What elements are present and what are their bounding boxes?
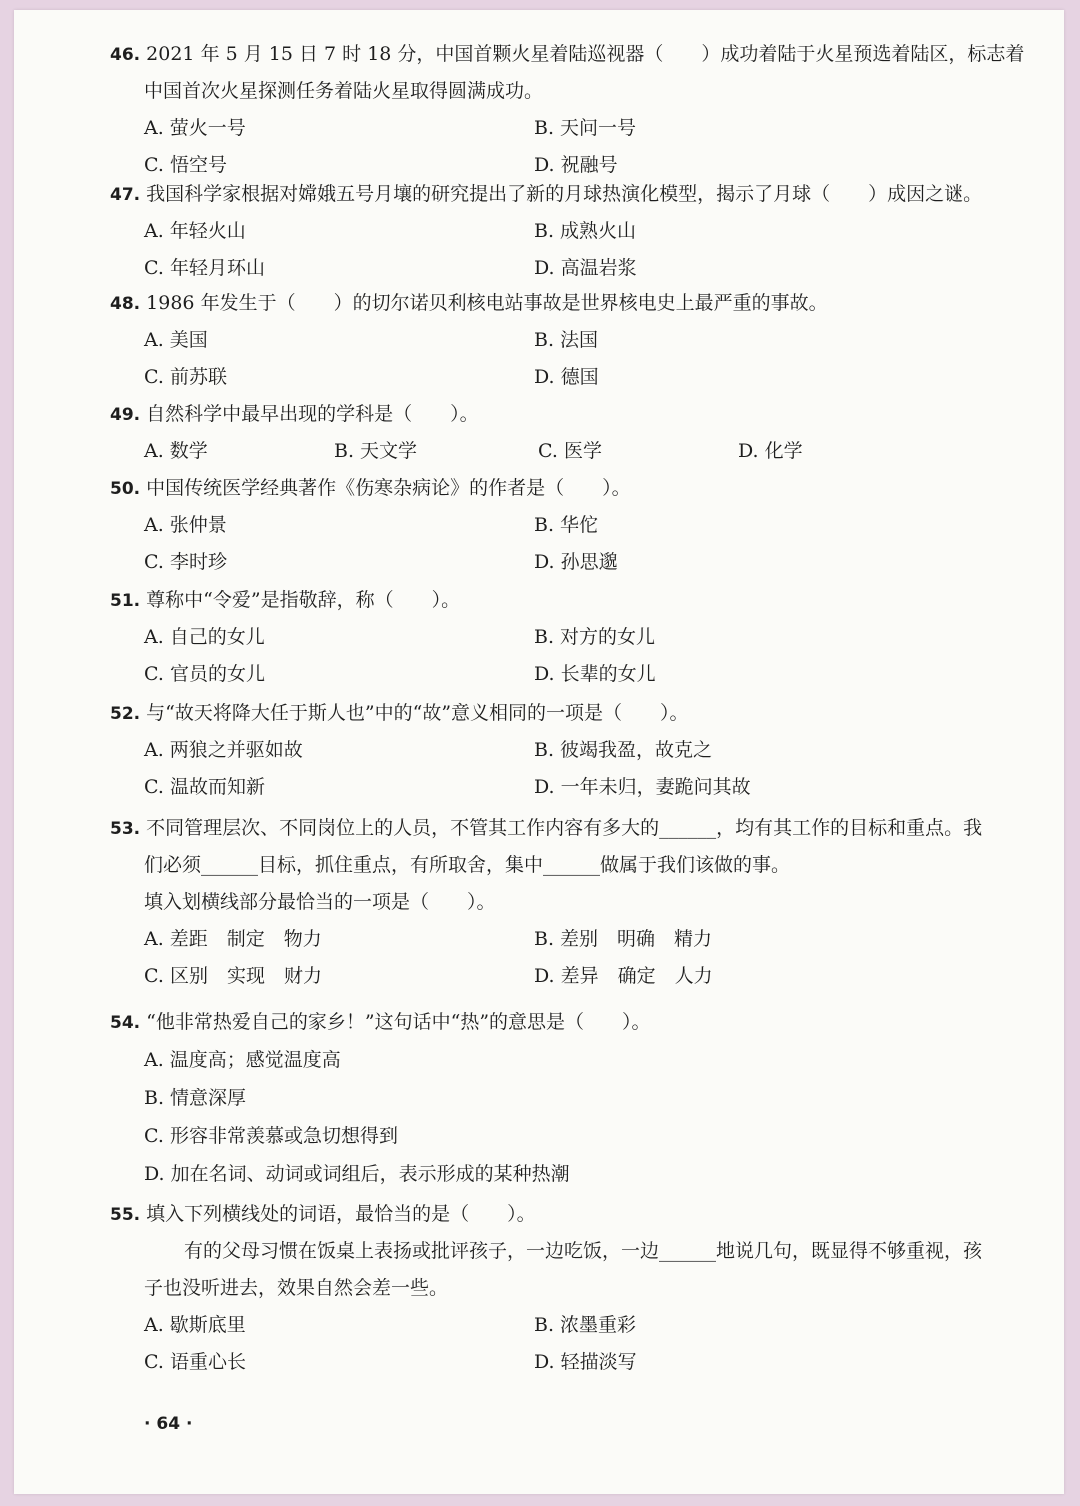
question-number: 50. bbox=[110, 479, 141, 499]
option-a: A. 差距 制定 物力 bbox=[144, 928, 322, 950]
option-c: C. 温故而知新 bbox=[144, 776, 265, 798]
option-d: D. 化学 bbox=[738, 440, 803, 462]
option-b: B. 华佗 bbox=[534, 514, 599, 536]
option-row bbox=[110, 359, 1030, 396]
option-d: D. 高温岩浆 bbox=[534, 257, 637, 279]
question-52 bbox=[110, 695, 1030, 806]
option-c: C. 年轻月环山 bbox=[144, 257, 265, 279]
passage-line-continued: 子也没听进去，效果自然会差一些。 bbox=[144, 1277, 449, 1299]
option-a: A. 美国 bbox=[144, 329, 208, 351]
option-row bbox=[110, 322, 1030, 359]
question-prompt: 填入划横线部分最恰当的一项是（ ）。 bbox=[144, 891, 496, 913]
option-row bbox=[110, 732, 1030, 769]
option-c: C. 区别 实现 财力 bbox=[144, 965, 322, 987]
option-row bbox=[110, 507, 1030, 544]
option-d: D. 德国 bbox=[534, 366, 599, 388]
option-row bbox=[110, 213, 1030, 250]
option-c: C. 语重心长 bbox=[144, 1351, 246, 1373]
question-number: 47. bbox=[110, 185, 141, 205]
question-stem: 54. “他非常热爱自己的家乡！”这句话中“热”的意思是（ ）。 bbox=[110, 1011, 651, 1033]
option-b: B. 差别 明确 精力 bbox=[534, 928, 713, 950]
option-c: C. 医学 bbox=[538, 440, 602, 462]
option-d: D. 差异 确定 人力 bbox=[534, 965, 713, 987]
question-55 bbox=[110, 1196, 1030, 1381]
option-row bbox=[110, 921, 1030, 958]
passage-line: 有的父母习惯在饭桌上表扬或批评孩子，一边吃饭，一边______地说几句，既显得不够重视，孩 bbox=[184, 1240, 983, 1262]
option-row bbox=[110, 619, 1030, 656]
question-number: 46. bbox=[110, 45, 141, 65]
option-row bbox=[110, 433, 1030, 470]
option-a: A. 自己的女儿 bbox=[144, 626, 265, 648]
question-number: 52. bbox=[110, 704, 141, 724]
exam-page bbox=[14, 10, 1064, 1494]
question-number: 49. bbox=[110, 405, 141, 425]
question-53 bbox=[110, 810, 1030, 995]
question-number: 55. bbox=[110, 1205, 141, 1225]
option-d: D. 孙思邈 bbox=[534, 551, 618, 573]
question-48 bbox=[110, 285, 1030, 396]
option-b: B. 彼竭我盈，故克之 bbox=[534, 739, 713, 761]
option-b: B. 浓墨重彩 bbox=[534, 1314, 637, 1336]
option-a: A. 数学 bbox=[144, 440, 208, 462]
question-49 bbox=[110, 396, 1030, 470]
option-row bbox=[110, 769, 1030, 806]
question-number: 54. bbox=[110, 1013, 141, 1033]
question-54 bbox=[110, 1004, 1030, 1193]
question-stem: 53. 不同管理层次、不同岗位上的人员，不管其工作内容有多大的______，均有其工作的目标和重点。我 bbox=[110, 817, 983, 839]
option-d: D. 祝融号 bbox=[534, 154, 618, 176]
option-b: B. 法国 bbox=[534, 329, 599, 351]
option-a: A. 萤火一号 bbox=[144, 117, 246, 139]
option-b: B. 天问一号 bbox=[534, 117, 637, 139]
option-row bbox=[110, 958, 1030, 995]
option-a: A. 张仲景 bbox=[144, 514, 227, 536]
option-row bbox=[110, 250, 1030, 287]
option-a: A. 温度高；感觉温度高 bbox=[144, 1049, 341, 1071]
question-47 bbox=[110, 176, 1030, 287]
option-row bbox=[110, 544, 1030, 581]
option-b: B. 成熟火山 bbox=[534, 220, 637, 242]
question-stem: 47. 我国科学家根据对嫦娥五号月壤的研究提出了新的月球热演化模型，揭示了月球（ ）成因之谜。 bbox=[110, 183, 983, 205]
option-a: A. 年轻火山 bbox=[144, 220, 246, 242]
option-row bbox=[110, 1344, 1030, 1381]
option-a: A. 歇斯底里 bbox=[144, 1314, 246, 1336]
question-stem: 48. 1986 年发生于（ ）的切尔诺贝利核电站事故是世界核电史上最严重的事故。 bbox=[110, 292, 828, 314]
option-b: B. 天文学 bbox=[334, 440, 418, 462]
page-number: · 64 · bbox=[144, 1414, 193, 1434]
option-d: D. 长辈的女儿 bbox=[534, 663, 656, 685]
option-d: D. 轻描淡写 bbox=[534, 1351, 637, 1373]
question-stem-continued: 们必须______目标，抓住重点，有所取舍，集中______做属于我们该做的事。 bbox=[144, 854, 791, 876]
option-b: B. 情意深厚 bbox=[144, 1087, 247, 1109]
question-stem: 49. 自然科学中最早出现的学科是（ ）。 bbox=[110, 403, 479, 425]
option-b: B. 对方的女儿 bbox=[534, 626, 656, 648]
question-number: 48. bbox=[110, 294, 141, 314]
option-a: A. 两狼之并驱如故 bbox=[144, 739, 303, 761]
option-d: D. 加在名词、动词或词组后，表示形成的某种热潮 bbox=[144, 1163, 570, 1185]
question-number: 51. bbox=[110, 591, 141, 611]
option-c: C. 形容非常羡慕或急切想得到 bbox=[144, 1125, 398, 1147]
question-stem: 52. 与“故天将降大任于斯人也”中的“故”意义相同的一项是（ ）。 bbox=[110, 702, 689, 724]
option-c: C. 悟空号 bbox=[144, 154, 227, 176]
question-stem: 51. 尊称中“令爱”是指敬辞，称（ ）。 bbox=[110, 589, 461, 611]
question-stem-continued: 中国首次火星探测任务着陆火星取得圆满成功。 bbox=[144, 80, 544, 102]
question-50 bbox=[110, 470, 1030, 581]
option-c: C. 李时珍 bbox=[144, 551, 227, 573]
question-number: 53. bbox=[110, 819, 141, 839]
question-stem: 55. 填入下列横线处的词语，最恰当的是（ ）。 bbox=[110, 1203, 536, 1225]
option-d: D. 一年未归，妻跪问其故 bbox=[534, 776, 751, 798]
question-46 bbox=[110, 36, 1030, 184]
question-51 bbox=[110, 582, 1030, 693]
option-row bbox=[110, 1307, 1030, 1344]
option-c: C. 前苏联 bbox=[144, 366, 227, 388]
question-stem: 50. 中国传统医学经典著作《伤寒杂病论》的作者是（ ）。 bbox=[110, 477, 631, 499]
option-row bbox=[110, 110, 1030, 147]
question-stem: 46. 2021 年 5 月 15 日 7 时 18 分，中国首颗火星着陆巡视器（ ）成功着陆于火星预选着陆区，标志着 bbox=[110, 43, 1025, 65]
option-row bbox=[110, 656, 1030, 693]
option-c: C. 官员的女儿 bbox=[144, 663, 265, 685]
